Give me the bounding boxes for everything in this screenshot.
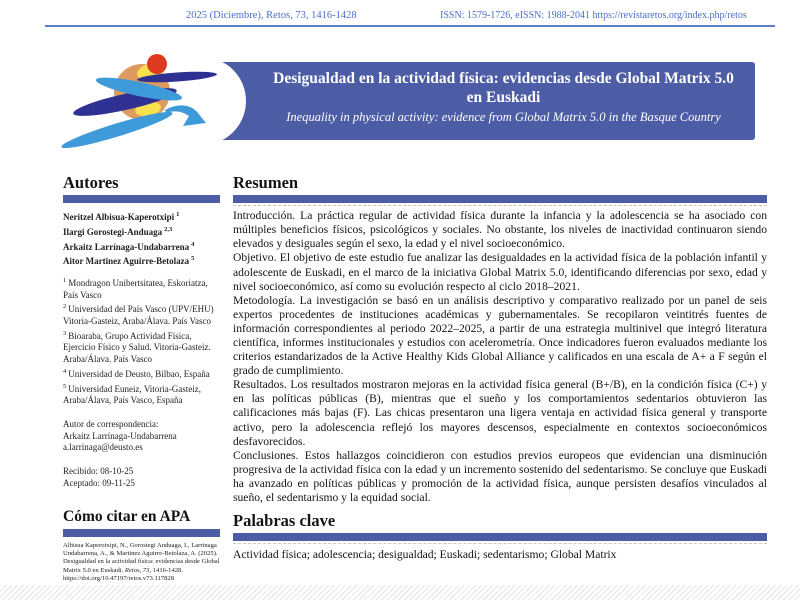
journal-volume-text: 2025 (Diciembre), Retos, 73, 1416-1428 bbox=[186, 10, 357, 21]
affiliations-list bbox=[63, 275, 220, 407]
citation-text: Albisua Kaperotxipi, N., Gorostegi Anduaga, I., Larrinaga Undabarrena, A., & Martinez Aguirre-Betolaza, A. (2025). Desigualdad en la actividad física: evidencias desde Global Matrix 5.0 en Euskadi. bbox=[63, 541, 220, 574]
apa-citation bbox=[63, 542, 220, 584]
abstract-paragraph: Objetivo. El objetivo de este estudio fue analizar las desigualdades en la actividad física de la población infantil y adolescente de Euskadi, en el marco de la iniciativa Global Matrix 5.0, identificando diferencias por sexo, edad y nivel socioeconómico, así como su evolución respecto al ciclo 2018–2021. bbox=[233, 251, 767, 293]
correspondence-block bbox=[63, 419, 220, 454]
citation-heading: Cómo citar en APA bbox=[63, 507, 191, 525]
abstract-section bbox=[233, 174, 767, 565]
keywords-heading-rule bbox=[233, 533, 767, 541]
authors-heading-rule bbox=[63, 195, 220, 203]
author-name: Arkaitz Larrínaga-Undabarrena $^4$ bbox=[63, 240, 195, 252]
abstract-body bbox=[233, 209, 767, 505]
citation-journal-italic: Retos, 73, bbox=[124, 566, 152, 574]
affiliation: $^3$ Bioaraba, Grupo Actividad Física, Ejercicio Físico y Salud. Vitoria-Gasteiz. Araba/Álava. País Vasco bbox=[63, 329, 211, 365]
dates-block bbox=[63, 466, 220, 489]
citation-pages: 1416-1428. bbox=[151, 566, 183, 574]
article-title: Desigualdad en la actividad física: evidencias desde Global Matrix 5.0 en Euskadi bbox=[273, 70, 734, 106]
author-name: Ilargi Gorostegi-Anduaga $^{2,3}$ bbox=[63, 225, 173, 237]
author-name: Neritzel Albisua-Kaperotxipi $^1$ bbox=[63, 211, 180, 223]
citation-doi-link[interactable]: https://doi.org/10.47197/retos.v73.117828 bbox=[63, 575, 174, 583]
received-date: Recibido: 08-10-25 bbox=[63, 466, 134, 477]
abstract-paragraph: Introducción. La práctica regular de actividad física durante la infancia y la adolescencia se ha asociado con múltiples beneficios físicos, psicológicos y sociales. No obstante, los niveles de inactividad continuaron siendo elevados y desiguales según el sexo, la edad y el nivel socioeconómico. bbox=[233, 209, 767, 251]
citation-heading-rule bbox=[63, 529, 220, 537]
banner-text bbox=[198, 62, 755, 140]
affiliation: $^2$ Universidad del País Vasco (UPV/EHU) Vitoria-Gasteiz, Araba/Álava. País Vasco bbox=[63, 303, 214, 327]
affiliation: $^1$ Mondragon Unibertsitatea, Eskoriatza, País Vasco bbox=[63, 276, 208, 300]
correspondence-name: Arkaitz Larrínaga-Undabarrena bbox=[63, 430, 177, 441]
authors-heading: Autores bbox=[63, 173, 119, 192]
keywords-heading: Palabras clave bbox=[233, 511, 336, 531]
affiliation: $^4$ Universidad de Deusto, Bilbao, España bbox=[63, 367, 210, 379]
abstract-paragraph: Resultados. Los resultados mostraron mejoras en la actividad física general (B+/B), en la condición física (C+) y en las políticas públicas (B), mientras que el sueño y los comportamientos sedentarios obtuvieron las calificaciones más bajas (F). Las chicas presentaron una ligera ventaja en actividad física general y transporte activo, pero la adolescencia reflejó los mayores descensos, especialmente en contextos socioeconómicos desfavorecidos. bbox=[233, 378, 767, 448]
abstract-paragraph: Metodología. La investigación se basó en un análisis descriptivo y comparativo realizado por un panel de seis expertos procedentes de instituciones académicas y gubernamentales. Se recopilaron veintitrés fuentes de información correspondientes al periodo 2022–2025, a partir de una estrategia multinivel que integró literatura científica, informes institucionales y estudios con acelerometría. Once indicadores fueron evaluados mediante los criterios estandarizados de la Active Healthy Kids Global Alliance y calificados en una escala de A+ a F según el grado de cumplimiento. bbox=[233, 293, 767, 378]
correspondence-label: Autor de correspondencia: bbox=[63, 418, 159, 429]
article-subtitle: Inequality in physical activity: evidence from Global Matrix 5.0 in the Basque Country bbox=[286, 110, 721, 125]
abstract-paragraph: Conclusiones. Estos hallazgos coincidieron con estudios previos europeos que evidencian una disminución progresiva de la actividad física con la edad y un incremento sostenido del sedentarismo. Se concluye que Euskadi ha avanzado en políticas públicas y promoción de la actividad física, aunque persisten desafíos vinculados al sueño, el sedentarismo y la equidad social. bbox=[233, 448, 767, 505]
journal-issn-text bbox=[440, 10, 747, 21]
journal-url-link[interactable]: https://revistaretos.org/index.php/retos bbox=[592, 10, 747, 21]
author-name: Aitor Martinez Aguirre-Betolaza $^5$ bbox=[63, 255, 195, 267]
abstract-heading: Resumen bbox=[233, 173, 299, 192]
issn-text: ISSN: 1579-1726, eISSN: 1988-2041 bbox=[440, 10, 591, 21]
affiliation: $^5$ Universidad Euneiz, Vitoria-Gasteiz, Araba/Álava, País Vasco, España bbox=[63, 382, 201, 406]
abstract-heading-rule bbox=[233, 195, 767, 203]
abstract-dashed-rule bbox=[233, 205, 767, 206]
header-rule bbox=[45, 25, 775, 27]
keywords-text: Actividad física; adolescencia; desigualdad; Euskadi; sedentarismo; Global Matrix bbox=[233, 548, 617, 562]
keywords-dashed-rule bbox=[233, 543, 767, 544]
correspondence-email-link[interactable]: a.larrinaga@deusto.es bbox=[63, 442, 143, 453]
bottom-hatch-texture bbox=[0, 585, 800, 600]
authors-list bbox=[63, 209, 220, 268]
authors-section bbox=[63, 174, 220, 584]
accepted-date: Aceptado: 09-11-25 bbox=[63, 477, 135, 488]
